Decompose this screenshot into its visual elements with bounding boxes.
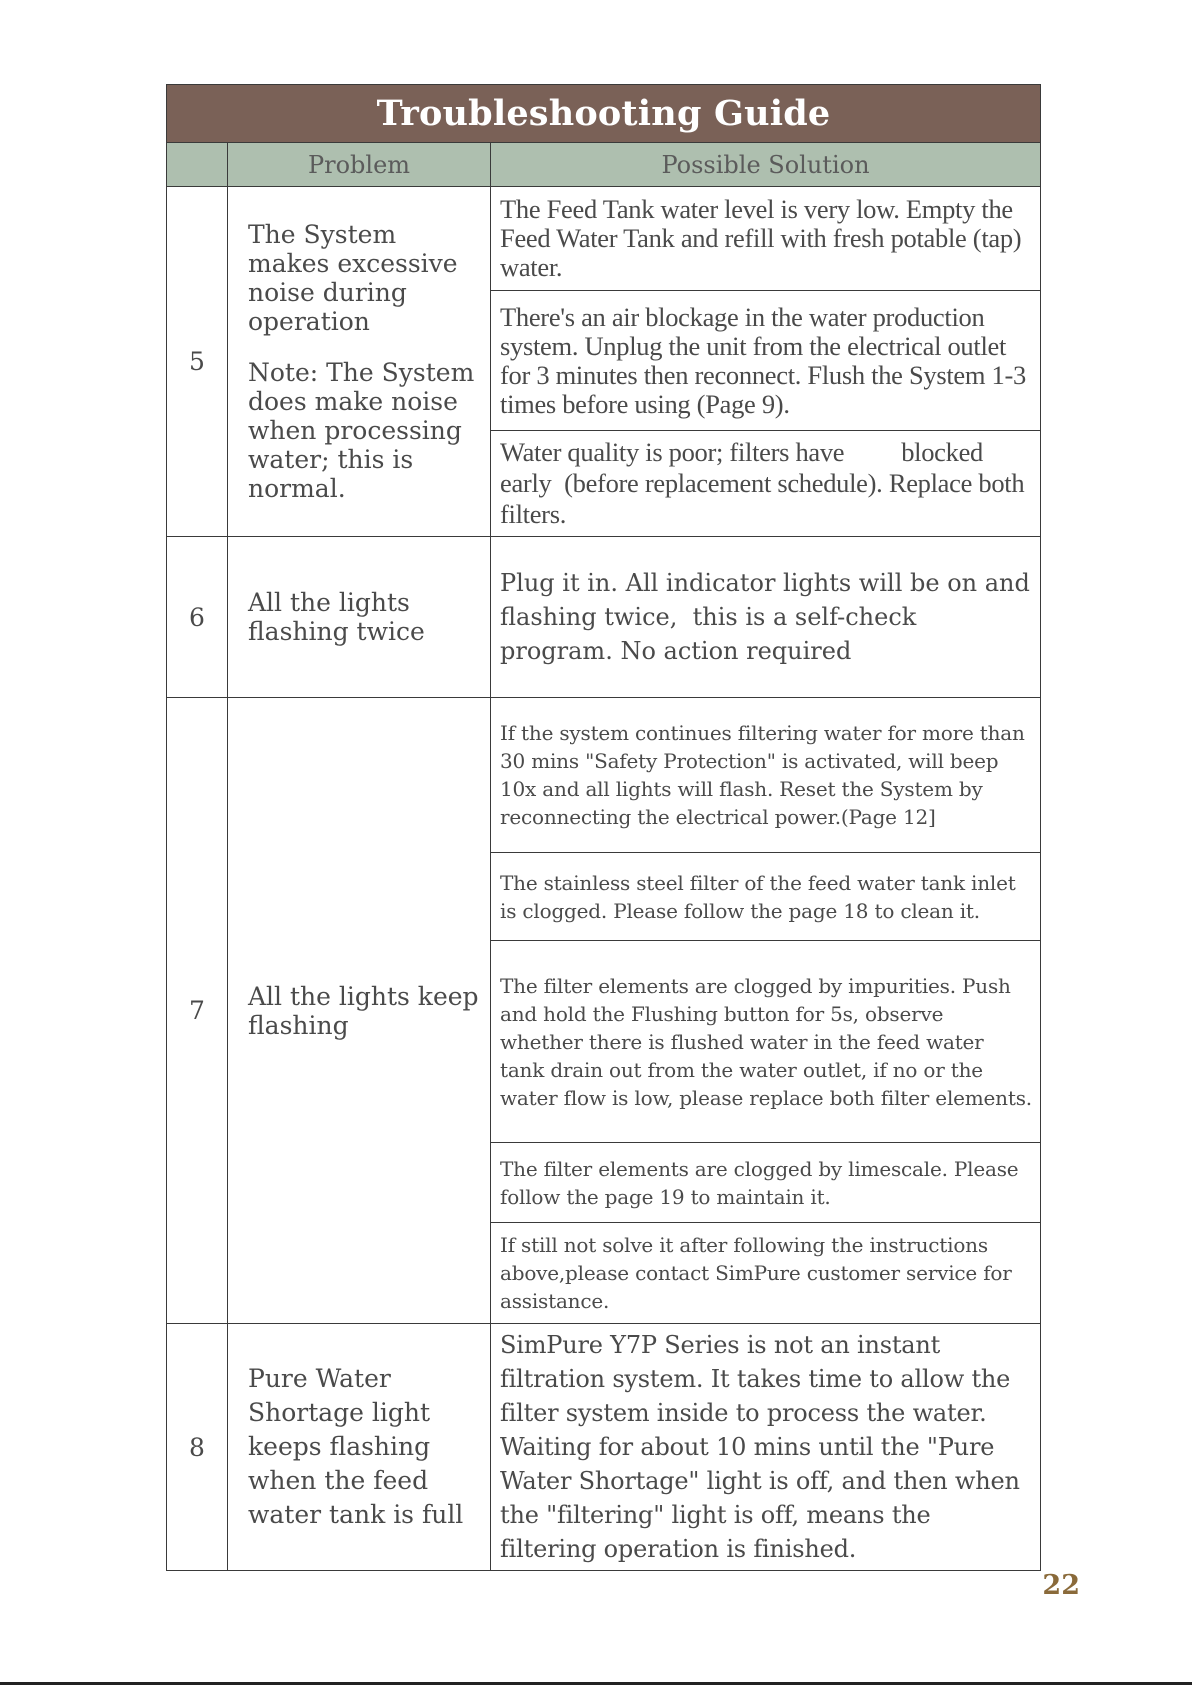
header-number — [167, 143, 228, 187]
solution-cell: The filter elements are clogged by limescale. Please follow the page 19 to maintain it. — [491, 1143, 1041, 1223]
table-row — [167, 187, 1041, 291]
solution-cell: If the system continues filtering water for more than 30 mins "Safety Protection" is activated, will beep 10x and all lights will flash. Reset the System by reconnecting the electrical power.(Page 12] — [491, 698, 1041, 853]
problem-text: The System makes excessive noise during operation — [248, 220, 458, 336]
problem-cell — [228, 537, 491, 698]
page-number: 22 — [1042, 1570, 1080, 1601]
header-row — [167, 143, 1041, 187]
header-problem: Problem — [228, 143, 491, 187]
problem-text: Pure Water Shortage light keeps flashing when the feed water tank is full — [248, 1364, 464, 1529]
troubleshooting-table — [166, 84, 1041, 1571]
row-number: 7 — [167, 698, 228, 1324]
problem-note: Note: The System does make noise when processing water; this is normal. — [248, 358, 475, 503]
problem-text: All the lights flashing twice — [248, 588, 425, 646]
row-number: 5 — [167, 187, 228, 537]
solution-cell: The stainless steel filter of the feed water tank inlet is clogged. Please follow the page 18 to clean it. — [491, 853, 1041, 941]
problem-cell — [228, 1324, 491, 1571]
table-row — [167, 1324, 1041, 1571]
problem-text: All the lights keep flashing — [248, 981, 479, 1040]
solution-cell: The Feed Tank water level is very low. Empty the Feed Water Tank and refill with fresh potable (tap) water. — [491, 187, 1041, 291]
table-row — [167, 698, 1041, 853]
table-title: Troubleshooting Guide — [167, 85, 1041, 143]
table-row — [167, 537, 1041, 698]
header-solution: Possible Solution — [491, 143, 1041, 187]
solution-cell: The filter elements are clogged by impurities. Push and hold the Flushing button for 5s, observe whether there is flushed water in the feed water tank drain out from the water outlet, if no or the water flow is low, please replace both filter elements. — [491, 941, 1041, 1143]
solution-cell: If still not solve it after following the instructions above,please contact SimPure customer service for assistance. — [491, 1223, 1041, 1324]
solution-cell: Plug it in. All indicator lights will be on and flashing twice, this is a self-check program. No action required — [491, 537, 1041, 698]
problem-cell — [228, 187, 491, 537]
row-number: 6 — [167, 537, 228, 698]
row-number: 8 — [167, 1324, 228, 1571]
problem-cell — [228, 698, 491, 1324]
solution-cell: SimPure Y7P Series is not an instant filtration system. It takes time to allow the filter system inside to process the water. Waiting for about 10 mins until the "Pure Water Shortage" light is off, and then when the "filtering" light is off, means the filtering operation is finished. — [491, 1324, 1041, 1571]
solution-cell: There's an air blockage in the water production system. Unplug the unit from the electrical outlet for 3 minutes then reconnect. Flush the System 1-3 times before using (Page 9). — [491, 291, 1041, 431]
solution-cell: Water quality is poor; filters have blocked early (before replacement schedule). Replace both filters. — [491, 431, 1041, 537]
